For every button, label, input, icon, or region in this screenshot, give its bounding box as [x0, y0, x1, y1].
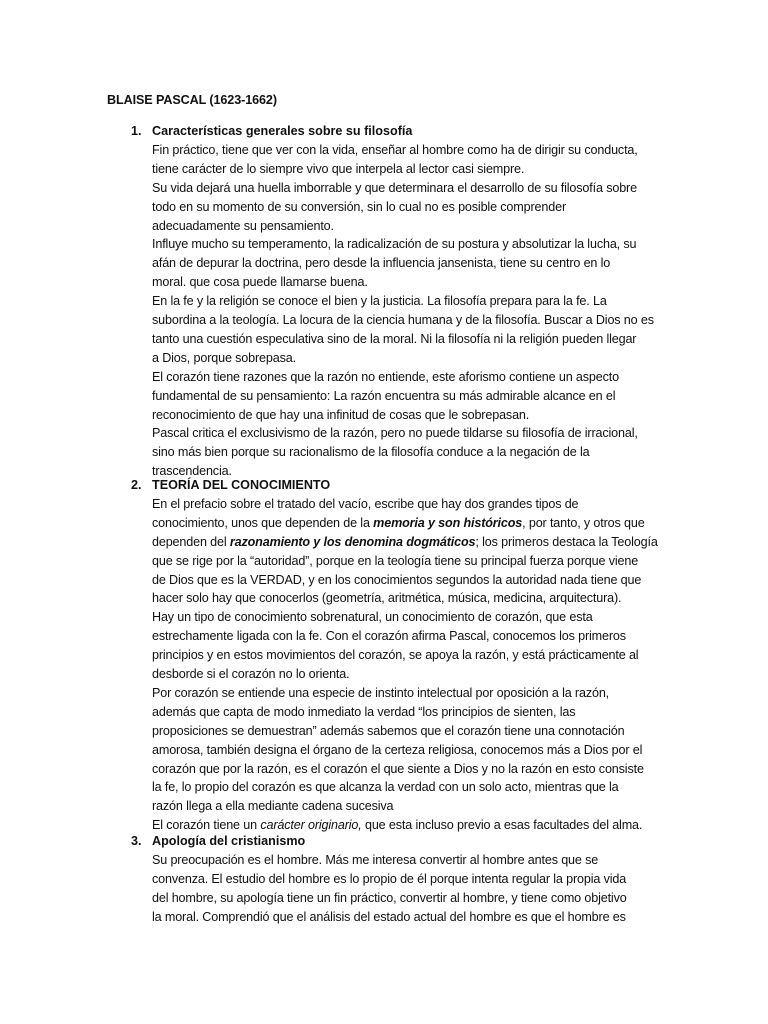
- text-run: conocimiento, unos que dependen de la: [152, 515, 374, 530]
- paragraph-line: En el prefacio sobre el tratado del vacío, escribe que hay dos grandes tipos de: [152, 496, 579, 511]
- text-run: El corazón tiene un: [152, 818, 261, 833]
- text-run: dependen del: [152, 534, 230, 549]
- paragraph-line: reconocimiento de que hay una infinitud de cosas que le sobrepasan.: [152, 407, 530, 422]
- paragraph-line: Pascal critica el exclusivismo de la razón, pero no puede tildarse su filosofía de irracional,: [152, 426, 638, 441]
- paragraph-line: Por corazón se entiende una especie de instinto intelectual por oposición a la razón,: [152, 685, 610, 700]
- paragraph-line: la fe, lo propio del corazón es que alcanza la verdad con un solo acto, mientras que la: [152, 780, 619, 795]
- paragraph-line: estrechamente ligada con la fe. Con el corazón afirma Pascal, conocemos los primeros: [152, 629, 626, 644]
- paragraph-line: Fin práctico, tiene que ver con la vida, enseñar al hombre como ha de dirigir su conducta,: [152, 142, 638, 157]
- paragraph-line: [152, 535, 658, 549]
- text-run: ; los primeros destaca la Teología: [475, 534, 658, 549]
- paragraph-line: razón llega a ella mediante cadena sucesiva: [152, 799, 394, 814]
- paragraph-line: Su vida dejará una huella imborrable y que determinara el desarrollo de su filosofía sobre: [152, 180, 637, 195]
- paragraph-line: sino más bien porque su racionalismo de la filosofía conduce a la negación de la: [152, 445, 590, 460]
- paragraph-line: Hay un tipo de conocimiento sobrenatural, un conocimiento de corazón, que esta: [152, 610, 593, 625]
- paragraph-line: la moral. Comprendió que el análisis del estado actual del hombre es que el hombre es: [152, 909, 626, 924]
- emphasis-text: memoria y son históricos: [373, 515, 523, 530]
- paragraph-line: subordina a la teología. La locura de la ciencia humana y de la filosofía. Buscar a Dios no es: [152, 313, 654, 327]
- section-number: 3.: [131, 834, 142, 848]
- section-heading: Apología del cristianismo: [152, 834, 306, 848]
- document-title: BLAISE PASCAL (1623-1662): [107, 93, 277, 107]
- paragraph-line: En la fe y la religión se conoce el bien y la justicia. La filosofía prepara para la fe. La: [152, 294, 607, 309]
- paragraph-line: fundamental de su pensamiento: La razón encuentra su más admirable alcance en el: [152, 388, 616, 403]
- paragraph-line: hacer solo hay que conocerlos (geometría, aritmética, música, medicina, arquitectura).: [152, 591, 622, 606]
- paragraph-line: Influye mucho su temperamento, la radicalización de su postura y absolutizar la lucha, su: [152, 237, 637, 252]
- paragraph-line: tanto una cuestión especulativa sino de la moral. Ni la filosofía ni la religión pueden llegar: [152, 331, 637, 346]
- paragraph-line: moral. que cosa puede llamarse buena.: [152, 275, 368, 290]
- paragraph-line: que se rige por la “autoridad”, porque en la teología tiene su principal fuerza porque viene: [152, 553, 639, 568]
- section-heading: Características generales sobre su filosofía: [152, 124, 413, 138]
- paragraph-line: [152, 516, 645, 530]
- paragraph-line: El corazón tiene razones que la razón no entiende, este aforismo contiene un aspecto: [152, 369, 619, 384]
- paragraph-line: afán de depurar la doctrina, pero desde la influencia jansenista, tiene su centro en lo: [152, 256, 611, 271]
- emphasis-text: razonamiento y los denomina dogmáticos: [229, 534, 476, 549]
- paragraph-line: Su preocupación es el hombre. Más me interesa convertir al hombre antes que se: [152, 852, 599, 867]
- paragraph-line: del hombre, su apología tiene un fin práctico, convertir al hombre, y tiene como objetivo: [152, 890, 627, 905]
- paragraph-line: desborde si el corazón no lo orienta.: [152, 667, 350, 681]
- emphasis-text: carácter originario,: [260, 818, 362, 833]
- paragraph-line: proposiciones se demuestran” además sabemos que el corazón tiene una connotación: [152, 723, 625, 738]
- text-run: que esta incluso previo a esas facultades del alma.: [361, 818, 643, 833]
- paragraph-line: convenza. El estudio del hombre es lo propio de él porque intenta regular la propia vida: [152, 871, 627, 886]
- paragraph-line: amorosa, también designa el órgano de la certeza religiosa, conocemos más a Dios por el: [152, 742, 643, 757]
- paragraph-line: a Dios, porque sobrepasa.: [152, 350, 296, 365]
- paragraph-line: corazón que por la razón, es el corazón el que siente a Dios y no la razón en esto consiste: [152, 761, 644, 776]
- paragraph-line: además que capta de modo inmediato la verdad “los principios de sienten, las: [152, 704, 576, 719]
- section-number: 1.: [131, 124, 142, 138]
- section-number: 2.: [131, 478, 142, 492]
- text-run: , por tanto, y otros que: [522, 515, 645, 530]
- paragraph-line: principios y en estos movimientos del corazón, se apoya la razón, y está prácticamente al: [152, 648, 639, 663]
- paragraph-line: tiene carácter de lo siempre vivo que interpela al lector casi siempre.: [152, 161, 525, 176]
- paragraph-line: todo en su momento de su conversión, sin lo cual no es posible comprender: [152, 199, 566, 214]
- paragraph-line: adecuadamente su pensamiento.: [152, 218, 334, 233]
- paragraph-line: de Dios que es la VERDAD, y en los conocimientos segundos la autoridad nada tiene que: [152, 572, 642, 587]
- paragraph-line: trascendencia.: [152, 464, 232, 479]
- paragraph-line: [152, 818, 642, 832]
- section-heading: TEORÍA DEL CONOCIMIENTO: [152, 478, 331, 492]
